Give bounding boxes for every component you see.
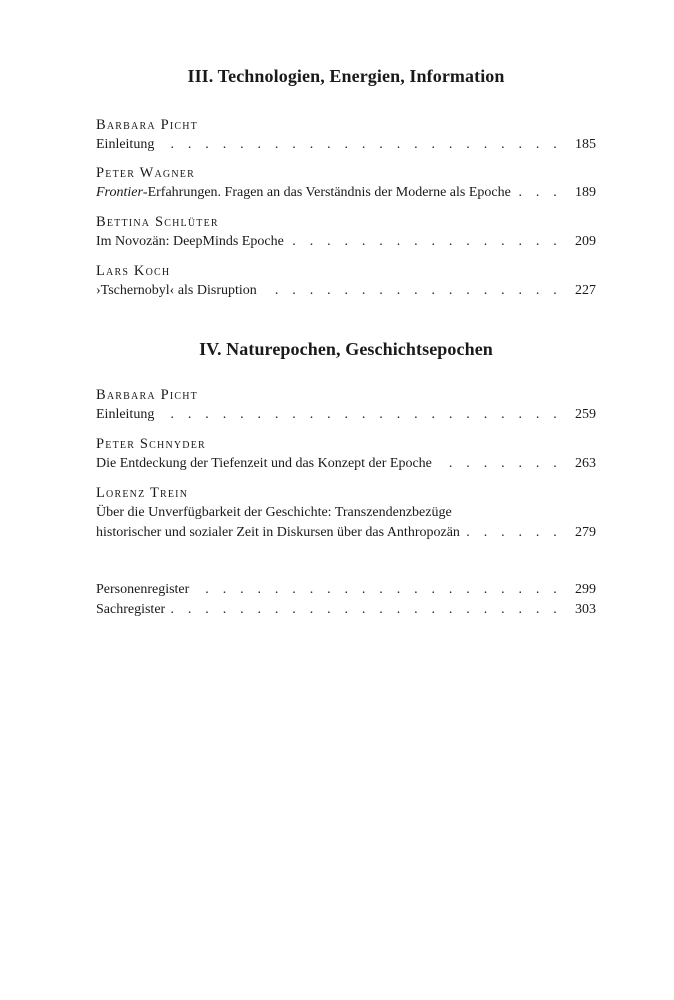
entry-title-line2: historischer und sozialer Zeit in Diskursen über das Anthropozän (96, 525, 460, 540)
entry-title-rest: -Erfahrungen. Fragen an das Verständnis der Moderne als Epoche (142, 185, 511, 200)
section-title-iv: IV. Naturepochen, Geschichtsepochen (199, 339, 493, 359)
entry-title-line1: Über die Unverfügbarkeit der Geschichte: Transzendenzbezüge (96, 505, 452, 520)
entry-title: ›Tschernobyl‹ als Disruption (96, 283, 257, 298)
register-line-personen (96, 580, 596, 600)
dot-leader (515, 183, 562, 203)
toc-entry (96, 261, 596, 301)
entry-page: 227 (575, 283, 596, 298)
dot-leader (158, 405, 562, 425)
dot-leader (169, 600, 562, 620)
entry-title (96, 183, 511, 203)
toc-entry (96, 163, 596, 203)
toc-entry (96, 483, 596, 543)
entry-title: Einleitung (96, 137, 155, 152)
register-list (96, 580, 596, 620)
entry-author: Lars Koch (96, 263, 171, 279)
entry-line (96, 405, 596, 425)
dot-leader (436, 454, 562, 474)
entry-line (96, 135, 596, 155)
toc-entry (96, 212, 596, 252)
register-title: Personenregister (96, 582, 190, 597)
entry-title: Im Novozän: DeepMinds Epoche (96, 234, 284, 249)
toc-entry (96, 385, 596, 425)
entry-page: 185 (575, 137, 596, 152)
entry-author: Barbara Picht (96, 387, 198, 403)
register-page: 299 (575, 582, 596, 597)
entry-author: Lorenz Trein (96, 485, 189, 501)
entry-page: 263 (575, 456, 596, 471)
entry-title: Die Entdeckung der Tiefenzeit und das Konzept der Epoche (96, 456, 432, 471)
entry-line (96, 281, 596, 301)
entry-page: 279 (575, 525, 596, 540)
dot-leader (288, 232, 562, 252)
toc-entry (96, 434, 596, 474)
entry-author: Barbara Picht (96, 117, 198, 133)
entry-page: 259 (575, 407, 596, 422)
entry-page: 189 (575, 185, 596, 200)
section-title-iii: III. Technologien, Energien, Information (187, 66, 505, 86)
entry-author: Peter Wagner (96, 165, 195, 181)
toc-entry (96, 115, 596, 155)
dot-leader (261, 281, 562, 301)
entry-line (96, 523, 596, 543)
dot-leader (193, 580, 562, 600)
entry-line (96, 183, 596, 203)
entry-page: 209 (575, 234, 596, 249)
entry-line (96, 454, 596, 474)
register-page: 303 (575, 602, 596, 617)
entry-title: Einleitung (96, 407, 155, 422)
dot-leader (158, 135, 562, 155)
entry-author: Bettina Schlüter (96, 214, 219, 230)
entry-title-italic: Frontier (96, 185, 143, 200)
entry-line (96, 232, 596, 252)
register-title: Sachregister (96, 602, 166, 617)
entry-author: Peter Schnyder (96, 436, 206, 452)
dot-leader (464, 523, 562, 543)
register-line-sach (96, 600, 596, 620)
